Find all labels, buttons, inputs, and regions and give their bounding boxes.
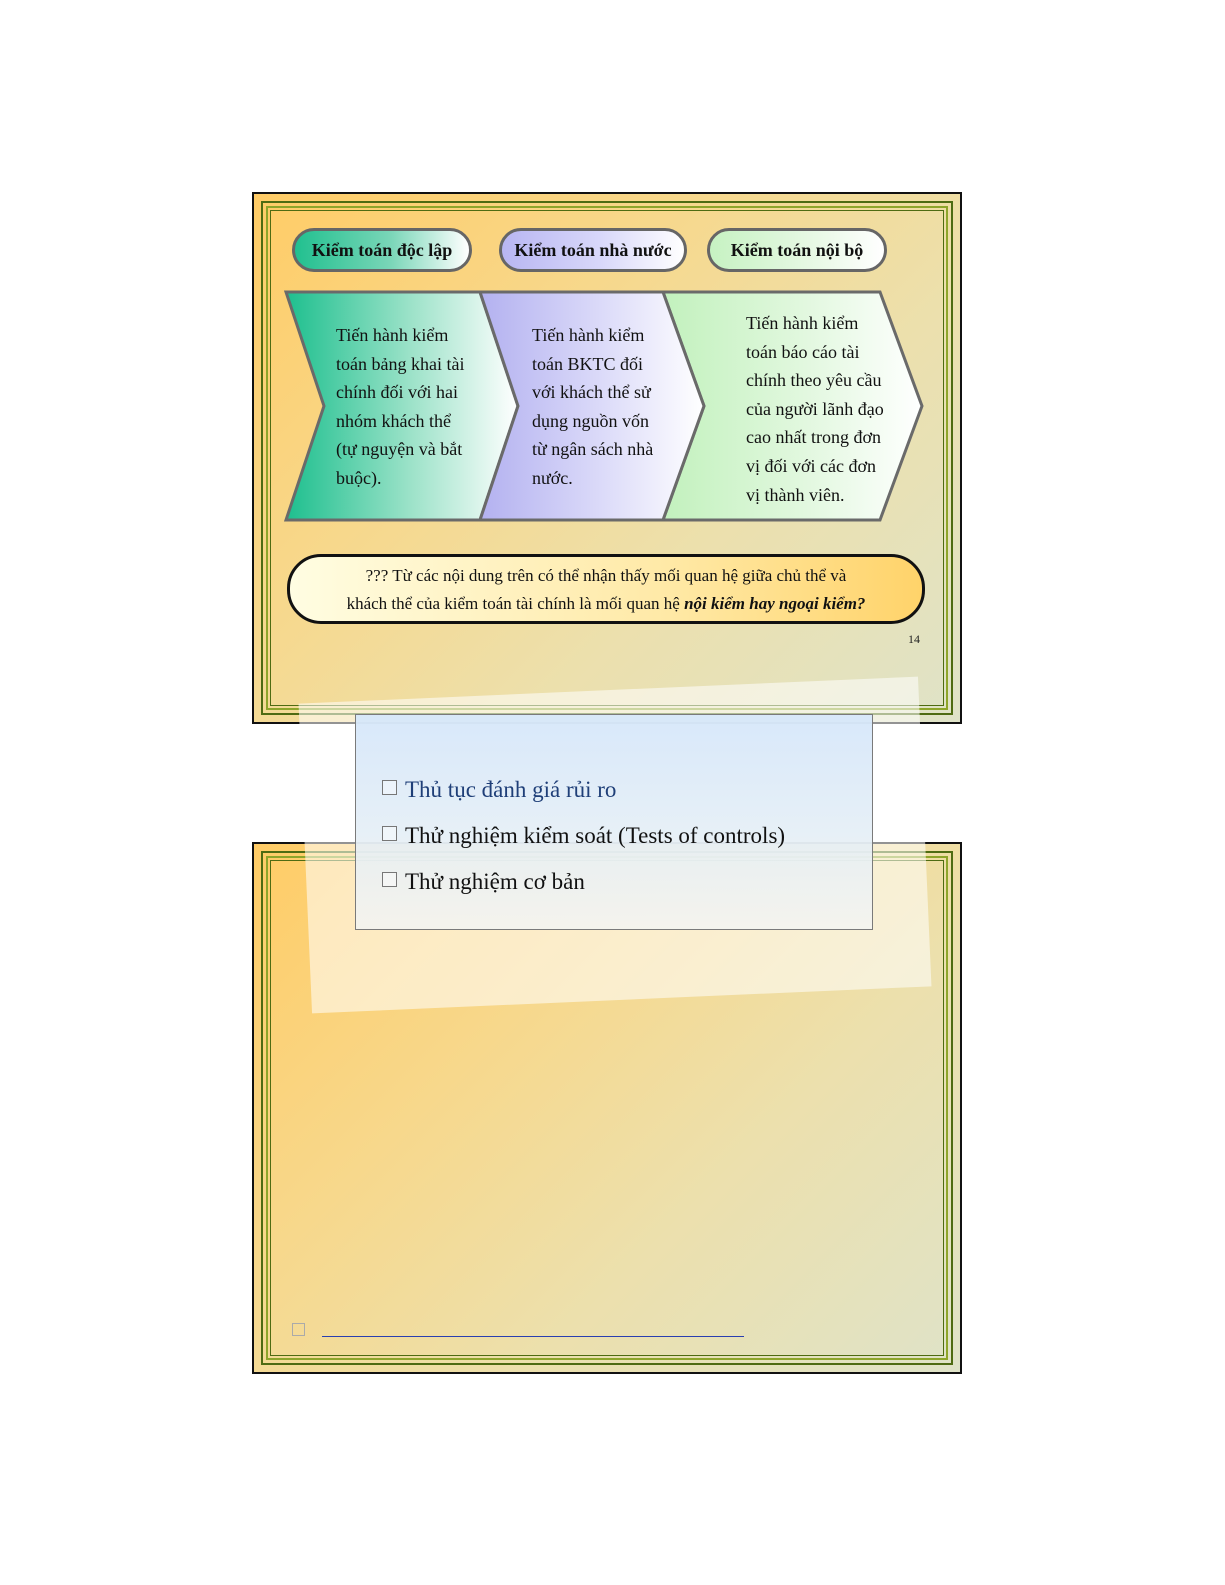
text-line: buộc). [336,467,382,488]
checkbox-bullet-icon [382,872,397,887]
chevron-3-text [746,309,906,509]
question-line-2 [290,590,922,618]
text-line: toán báo cáo tài [746,341,860,362]
text-line: vị thành viên. [746,484,845,505]
text-line: nước. [532,467,573,488]
text-line: vị đối với các đơn [746,455,877,476]
text-line: nhóm khách thể [336,410,451,431]
question-callout [287,554,925,624]
list-item-label: Thủ tục đánh giá rủi ro [405,777,617,802]
text-line: Tiến hành kiểm [336,325,449,345]
text-line: với khách thể sử [532,382,651,403]
header-independent-audit: Kiểm toán độc lập [292,228,472,272]
text-line: chính theo yêu cầu [746,370,882,391]
list-item [382,777,616,803]
slide-14 [252,192,962,724]
question-emphasis: nội kiểm hay ngoại kiểm? [684,594,866,613]
chevron-1-text [336,321,484,493]
text-line: Tiến hành kiểm [532,325,645,345]
checkbox-bullet-icon [382,780,397,795]
header-internal-audit: Kiểm toán nội bộ [707,228,887,272]
text-line: chính đối với hai [336,382,459,403]
hyperlink-underline[interactable] [322,1336,744,1337]
list-item-label: Thử nghiệm cơ bản [405,869,585,894]
chevron-2-text [532,321,667,493]
text-line: từ ngân sách nhà [532,439,654,460]
header-state-audit: Kiểm toán nhà nước [499,228,687,272]
text-line: cao nhất trong đơn [746,427,881,448]
question-line-1: ??? Từ các nội dung trên có thể nhận thấy mối quan hệ giữa chủ thể và [365,566,847,585]
list-item [382,869,585,895]
empty-checkbox-icon [292,1323,305,1336]
text-line: dụng nguồn vốn [532,410,649,431]
overlay-procedure-list [355,714,873,930]
question-prefix: khách thể của kiểm toán tài chính là mối quan hệ [346,594,685,613]
text-line: Tiến hành kiểm [746,313,859,333]
text-line: (tự nguyện và bắt [336,439,463,460]
text-line: của người lãnh đạo [746,398,884,419]
list-item [382,823,785,849]
text-line: toán BKTC đối [532,353,643,374]
list-item-label: Thử nghiệm kiểm soát (Tests of controls) [405,823,786,848]
text-line: toán bảng khai tài [336,353,465,374]
checkbox-bullet-icon [382,826,397,841]
page-number: 14 [908,632,920,646]
